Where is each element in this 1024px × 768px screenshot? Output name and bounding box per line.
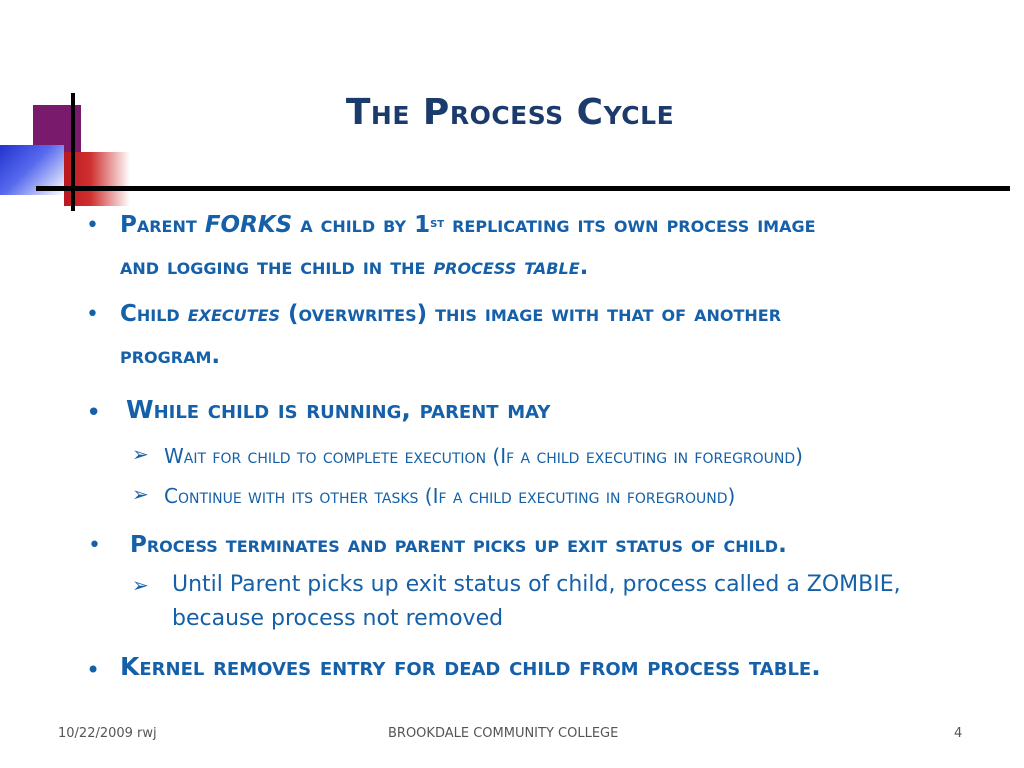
arrow-bullet-icon: ➢ [132,482,149,506]
subbullet-continue: Continue with its other tasks (If a child executing in foreground) [164,484,736,508]
bullet-executes-line2: program. [120,343,221,369]
bullet-kernel-removes: Kernel removes entry for dead child from process table. [120,652,821,681]
subbullet-zombie-line2: because process not removed [172,606,504,631]
bullet-icon: • [86,302,99,327]
bullet-forks: Parent FORKS a child by 1st replicating its own process image [120,212,816,238]
arrow-bullet-icon: ➢ [132,573,149,597]
bullet-icon: • [86,398,102,428]
footer-college: BROOKDALE COMMUNITY COLLEGE [388,726,619,741]
decor-vertical-line [71,93,75,211]
bullet-forks-line2: and logging the child in the process table. [120,254,589,280]
bullet-executes: Child executes (overwrites) this image with that of another [120,301,782,327]
bullet-icon: • [86,213,99,238]
subbullet-wait: Wait for child to complete execution (If a child executing in foreground) [164,444,803,468]
bullet-icon: • [88,533,101,558]
slide-title: The Process Cycle [345,92,675,133]
title-divider-line [36,186,1010,191]
bullet-process-terminates: Process terminates and parent picks up exit status of child. [130,532,787,558]
bullet-icon: • [86,656,101,684]
footer-date: 10/22/2009 rwj [58,726,157,741]
footer-page-number: 4 [954,726,963,741]
bullet-while-running: While child is running, parent may [126,395,551,424]
subbullet-zombie: Until Parent picks up exit status of child, process called a ZOMBIE, [172,572,901,597]
arrow-bullet-icon: ➢ [132,442,149,466]
